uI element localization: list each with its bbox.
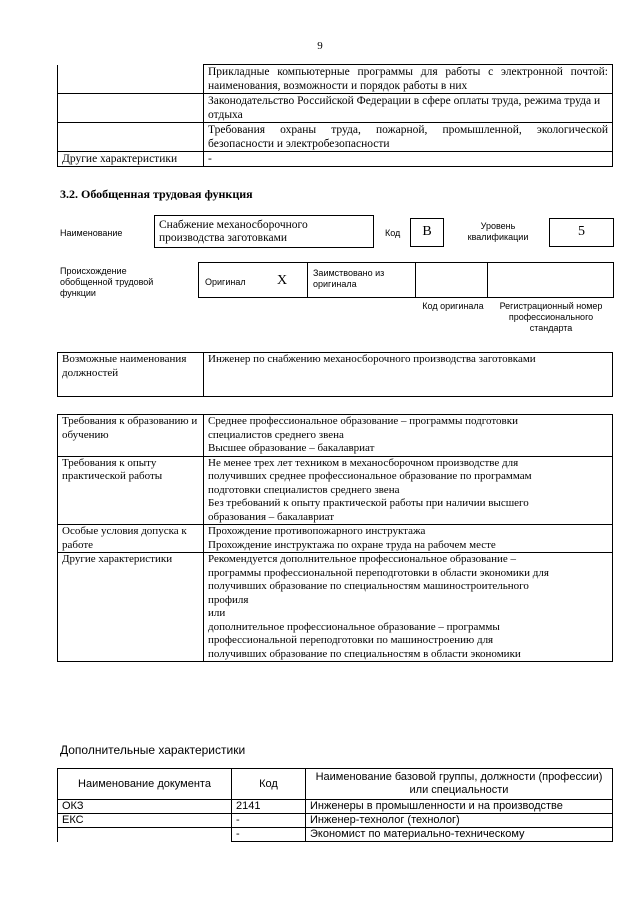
code-value: B — [422, 224, 432, 239]
positions-value: Инженер по снабжению механосборочного производства заготовками — [204, 353, 613, 397]
table-cell: - — [232, 828, 306, 842]
code-original-label: Код оригинала — [422, 301, 484, 311]
text-line: получивших среднее профессиональное образование по программам — [208, 470, 532, 482]
positions-label: Возможные наименования должностей — [58, 353, 204, 397]
table-cell: Требования охраны труда, пожарной, промышленной, экологической безопасности и электробезопасности — [204, 123, 613, 152]
other-value — [204, 553, 613, 662]
divider — [487, 263, 488, 297]
table-row — [58, 525, 613, 553]
original-label: Оригинал — [205, 277, 246, 287]
education-value — [204, 415, 613, 457]
text-line: Без требований к опыту практической работы при наличии высшего — [208, 497, 529, 509]
reg-number-label: Регистрационный номер профессионального стандарта — [499, 301, 603, 333]
divider — [415, 263, 416, 297]
conditions-value — [204, 525, 613, 553]
table-row — [58, 123, 613, 152]
text-line: программы профессиональной переподготовки в области экономики для — [208, 566, 549, 579]
table-row — [58, 353, 613, 397]
name-box — [154, 215, 374, 248]
divider — [307, 263, 308, 297]
table-cell: - — [232, 814, 306, 828]
text-line: подготовки специалистов среднего звена — [208, 483, 400, 496]
table-header-row — [58, 769, 613, 800]
additional-title: Дополнительные характеристики — [60, 743, 246, 757]
table-cell: Прикладные компьютерные программы для работы с электронной почтой: наименования, возможности и порядок работы в них — [204, 65, 613, 94]
text-line: Рекомендуется дополнительное профессиональное образование – — [208, 553, 517, 565]
borrowed-label: Заимствовано из оригинала — [313, 268, 385, 289]
section-title: 3.2. Обобщенная трудовая функция — [60, 187, 253, 201]
text-line: получивших образование по специальностям в области экономики — [208, 647, 521, 660]
level-box — [549, 218, 614, 247]
code-box — [410, 218, 444, 247]
name-value: Снабжение механосборочного производства заготовками — [159, 219, 308, 244]
table-row — [58, 800, 613, 814]
text-line: получивших образование по специальностям машиностроительного — [208, 580, 529, 592]
code-label: Код — [385, 228, 401, 238]
table-cell: Инженер-технолог (технолог) — [306, 814, 613, 828]
requirements-table — [57, 414, 613, 662]
header-cell: Наименование базовой группы, должности (профессии) или специальности — [306, 769, 613, 800]
top-table — [57, 64, 613, 167]
text-line: Не менее трех лет техником в механосборочном производстве для — [208, 456, 519, 469]
table-cell — [58, 94, 204, 123]
table-cell: - — [204, 152, 613, 167]
level-label: Уровень квалификации — [467, 221, 529, 242]
table-row — [58, 415, 613, 457]
text-line: Среднее профессиональное образование – программы подготовки — [208, 415, 518, 427]
origin-box — [198, 262, 614, 298]
table-cell: Экономист по материально-техническому — [306, 828, 613, 842]
original-mark: X — [277, 273, 288, 288]
table-cell: Другие характеристики — [58, 152, 204, 167]
conditions-label: Особые условия допуска к работе — [58, 525, 204, 553]
table-cell — [58, 123, 204, 152]
table-cell: Законодательство Российской Федерации в сфере оплаты труда, режима труда и отдыха — [204, 94, 613, 123]
name-label: Наименование — [60, 228, 123, 238]
text-line: профессиональной переподготовки по машиностроению для — [208, 634, 494, 646]
table-cell — [58, 828, 232, 842]
table-cell: ЕКС — [58, 814, 232, 828]
table-cell — [58, 65, 204, 94]
origin-label: Происхождение обобщенной трудовой функции — [60, 266, 154, 298]
experience-value — [204, 456, 613, 525]
header-cell: Код — [232, 769, 306, 800]
table-row — [58, 94, 613, 123]
other-label: Другие характеристики — [58, 553, 204, 662]
text-line: или — [208, 607, 226, 619]
page-number: 9 — [317, 40, 323, 52]
table-cell: 2141 — [232, 800, 306, 814]
header-cell: Наименование документа — [58, 769, 232, 800]
text-line: профиля — [208, 593, 249, 606]
education-label: Требования к образованию и обучению — [58, 415, 204, 457]
table-cell: Инженеры в промышленности и на производстве — [306, 800, 613, 814]
text-line: образования – бакалавриат — [208, 510, 335, 523]
text-line: Прохождение противопожарного инструктажа — [208, 525, 426, 537]
text-line: дополнительное профессиональное образование – программы — [208, 620, 500, 633]
table-row — [58, 152, 613, 167]
table-row — [58, 814, 613, 828]
additional-table — [57, 768, 613, 842]
table-row — [58, 828, 613, 842]
table-cell: ОКЗ — [58, 800, 232, 814]
table-row — [58, 65, 613, 94]
text-line: специалистов среднего звена — [208, 428, 344, 441]
text-line: Прохождение инструктажа по охране труда на рабочем месте — [208, 538, 496, 551]
table-row — [58, 553, 613, 662]
positions-table — [57, 352, 613, 397]
experience-label: Требования к опыту практической работы — [58, 456, 204, 525]
level-value: 5 — [578, 224, 585, 239]
table-row — [58, 456, 613, 525]
text-line: Высшее образование – бакалавриат — [208, 442, 375, 454]
